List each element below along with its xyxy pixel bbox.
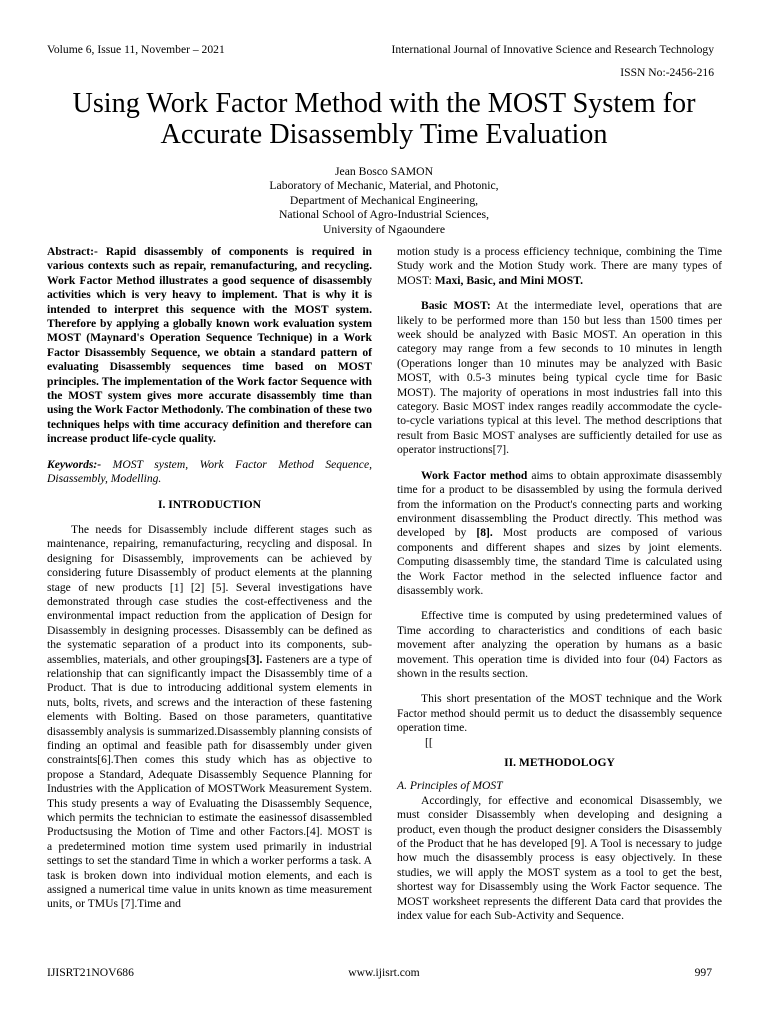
principles-paragraph: Accordingly, for effective and economical Disassembly, we must consider Disassembly when developing and designing a product, even though the product designer considers the Disassembly of the Product that he has developed [9]. A Tool is necessary to judge how much the disassembly process is easy objectively. In these studies, we will apply the MOST system as a tool to get the best, shortest way for Disassembly using the Work Factor sequence. The MOST worksheet represents the different Data card that provides the index value for each Sub-Activity and Sequence.	[397, 793, 722, 923]
section-heading-methodology: II. METHODOLOGY	[504, 756, 615, 769]
citation-ref: [8].	[476, 526, 493, 540]
journal-website: www.ijisrt.com	[348, 966, 420, 979]
introduction-paragraph	[47, 523, 372, 912]
short-presentation-paragraph: This short presentation of the MOST technique and the Work Factor method should permit us to deduct the disassembly sequence operation time.	[397, 692, 722, 735]
continued-paragraph	[397, 245, 722, 288]
section-heading-introduction: I. INTRODUCTION	[157, 497, 262, 511]
most-types: Maxi, Basic, and Mini MOST.	[434, 273, 584, 287]
stray-bracket: [[	[425, 735, 433, 749]
abstract-label: Abstract:-	[47, 245, 98, 258]
body-text: At the intermediate level, operations that are likely to be performed more than 150 but less than 1500 times per week should be analyzed with Basic MOST. An operation in this category may range from a few seconds to 10 minutes in length (Operations longer than 10 minutes may be analyzed with Basic MOST, with 0.5-3 minutes being typical cycle time for Basic MOST). The majority of operations in most industries fall into this category. Basic MOST index ranges readily accommodate the cycle-to-cycle variations typical at this level. The method descriptions that result from Basic MOST analyses are sufficiently detailed for use as operator instructions[7].	[397, 299, 723, 457]
intro-text: The needs for Disassembly include different stages such as maintenance, repairing, remanufacturing, recycling and disposal. In designing for Disassembly, improvements can be achieved by considering future Disassembly of product elements at the planning stage of new products [1] [2] [5]. Several investigations have demonstrated through case studies the cost-effectiveness and the environmental impact reduction from the application of Design for Disassembly in designing processes. Disassembly can be defined as the systematic separation of a product into its components, sub-assemblies, materials, and other groupings	[47, 522, 372, 666]
keywords-label: Keywords:-	[47, 457, 102, 471]
affiliation-line: Department of Mechanical Engineering,	[289, 193, 479, 207]
author-name: Jean Bosco SAMON	[334, 165, 434, 178]
effective-time-paragraph: Effective time is computed by using predetermined values of Time according to characteristics and conditions of each basic movement after analyzing the operation by humans as a basic movement. This operation time is divided into four (04) Factors as shown in the results section.	[397, 609, 722, 680]
basic-most-paragraph	[397, 299, 722, 457]
intro-text: Fasteners are a type of relationship that can significantly impact the Disassembly time of a Product. That is due to introducing additional system elements in nuts, bolts, rivets, and screws and the interaction of these fastening elements with Bolting. Based on those parameters, quantitative disassembly analysis is summarized.Disassembly planning consists of finding an optimal and feasible path for disassembly under given constraints[6].Then comes this study which has as objective to propose a Standard, Adequate Disassembly Sequence Planning for Industries with the Application of MOSTWork Measurement System. This study presents a way of Evaluating the Disassembly Sequence, which permits the technician to estimate the easinessof disassembled Productsusing the Motion of Time and other Factors.[4]. MOST is a predetermined motion time system used primarily in industrial settings to set the standard Time in which a worker performs a task. A task is broken down into individual motion elements, and each is assigned a numerical time value in units known as time measurement units, or TMUs [7].Time and	[47, 652, 372, 911]
author-block	[184, 165, 584, 237]
subsection-heading: A. Principles of MOST	[397, 779, 503, 793]
left-column	[47, 245, 372, 912]
affiliation-line: National School of Agro-Industrial Sciences,	[278, 208, 489, 222]
right-column	[397, 245, 722, 923]
affiliation-line: Laboratory of Mechanic, Material, and Photonic,	[269, 179, 499, 193]
work-factor-label: Work Factor method	[421, 468, 528, 482]
paper-title: Using Work Factor Method with the MOST System for Accurate Disassembly Time Evaluation	[72, 88, 696, 150]
abstract	[47, 245, 372, 447]
body-text: Most products are composed of various components and different shapes and sizes by joint elements. Computing disassembly time, the standard Time is calculated using the Work Factor method in the selected influence factor and disassembly work.	[397, 526, 722, 597]
page-number: 997	[694, 966, 712, 979]
keywords-text: MOST system, Work Factor Method Sequence, Disassembly, Modelling.	[47, 457, 372, 486]
work-factor-paragraph	[397, 469, 722, 599]
body-text: motion study is a process efficiency technique, combining the Time Study work and the Motion Study work. There are many types of MOST:	[397, 245, 722, 287]
body-text: aims to obtain approximate disassembly time for a product to be disassembled by using the formula derived from the information on the Product's connecting parts and working environment disassembling the Product directly. This method was developed by	[397, 468, 722, 540]
basic-most-label: Basic MOST:	[421, 299, 491, 313]
citation-ref: [3].	[245, 652, 263, 666]
issn: ISSN No:-2456-216	[620, 66, 714, 79]
volume-issue: Volume 6, Issue 11, November – 2021	[47, 43, 225, 56]
abstract-text: Rapid disassembly of components is required in various contexts such as repair, remanufacturing, and recycling. Work Factor Method illustrates a good sequence of disassembly activities which is very heavy to implement. That is why it is intended to interpret this sequence with the MOST system. Therefore by applying a globally known work evaluation system MOST (Maynard's Operation Sequence Technique) in a Work Factor Disassembly Sequence, we obtain a standard pattern of evaluating Disassembly sequences time based on MOST principles. The implementation of the Work factor Sequence with the MOST system gives more accurate disassembly time than using the Work Factor Methodonly. The combination of these two techniques helps with time accuracy definition and therefore can increase product life-cycle quality.	[47, 245, 372, 446]
keywords	[47, 458, 372, 487]
article-id: IJISRT21NOV686	[47, 966, 134, 979]
affiliation-line: University of Ngaoundere	[322, 222, 446, 236]
journal-name: International Journal of Innovative Science and Research Technology	[391, 43, 714, 56]
